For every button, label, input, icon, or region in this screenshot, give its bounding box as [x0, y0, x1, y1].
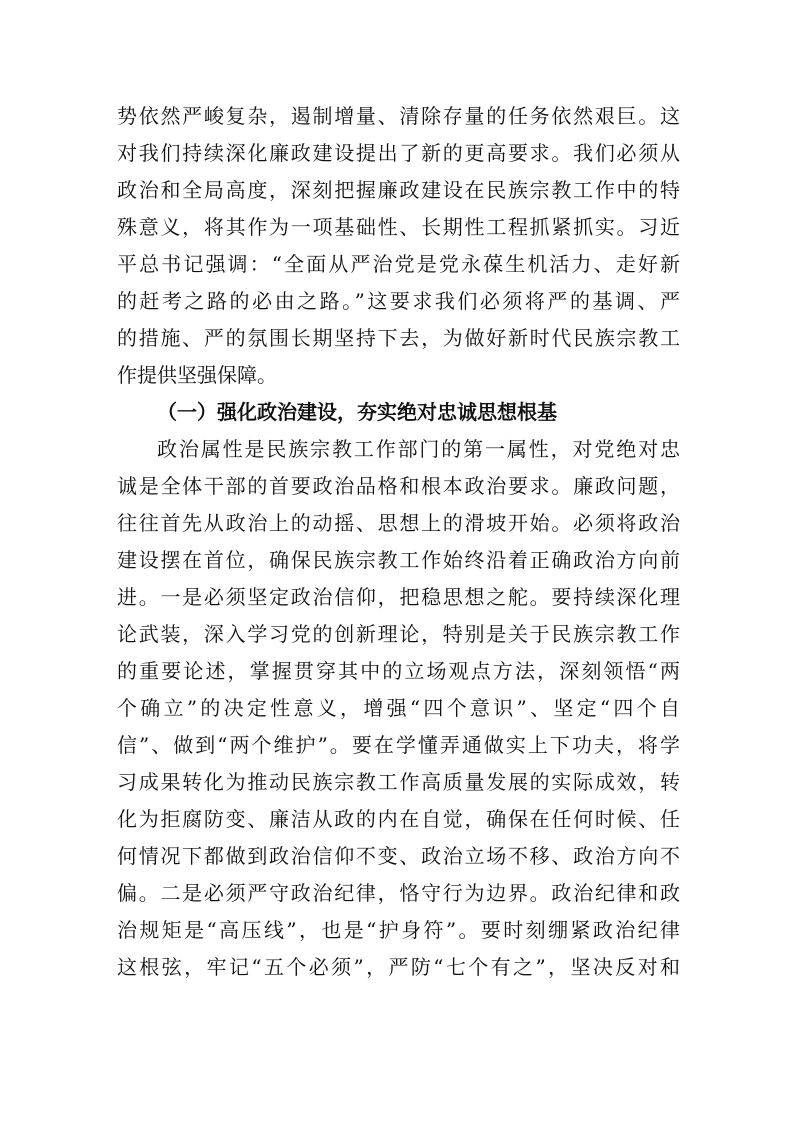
text-line: 势依然严峻复杂，遏制增量、清除存量的任务依然艰巨。这 [117, 104, 680, 128]
text-line: 个确立”的决定性意义，增强“四个意识”、坚定“四个自 [117, 696, 680, 720]
text-line: 政治和全局高度，深刻把握廉政建设在民族宗教工作中的特 [117, 178, 680, 202]
text-line: 殊意义，将其作为一项基础性、长期性工程抓紧抓实。习近 [117, 215, 680, 239]
text-line: 政治属性是民族宗教工作部门的第一属性，对党绝对忠 [157, 437, 680, 461]
text-line: 习成果转化为推动民族宗教工作高质量发展的实际成效，转 [117, 770, 680, 794]
section-heading: （一）强化政治建设，夯实绝对忠诚思想根基 [157, 400, 557, 424]
text-line: 的赶考之路的必由之路。”这要求我们必须将严的基调、严 [117, 289, 680, 313]
text-line: 往往首先从政治上的动摇、思想上的滑坡开始。必须将政治 [117, 511, 680, 535]
text-line: 信”、做到“两个维护”。要在学懂弄通做实上下功夫，将学 [117, 733, 680, 757]
text-line: 对我们持续深化廉政建设提出了新的更高要求。我们必须从 [117, 141, 680, 165]
text-line: 论武装，深入学习党的创新理论，特别是关于民族宗教工作 [117, 622, 680, 646]
text-line: 化为拒腐防变、廉洁从政的内在自觉，确保在任何时候、任 [117, 807, 680, 831]
text-line: 作提供坚强保障。 [117, 363, 277, 387]
paragraph-political-building [117, 431, 680, 986]
text-line: 进。一是必须坚定政治信仰，把稳思想之舵。要持续深化理 [117, 585, 680, 609]
text-line: 诚是全体干部的首要政治品格和根本政治要求。廉政问题， [117, 474, 680, 498]
text-line: 的措施、严的氛围长期坚持下去，为做好新时代民族宗教工 [117, 326, 680, 350]
text-line: 治规矩是“高压线”，也是“护身符”。要时刻绷紧政治纪律 [117, 918, 680, 942]
document-body [117, 98, 680, 986]
text-line: 平总书记强调：“全面从严治党是党永葆生机活力、走好新 [117, 252, 680, 276]
text-line: 偏。二是必须严守政治纪律，恪守行为边界。政治纪律和政 [117, 881, 680, 905]
paragraph-intro [117, 98, 680, 394]
text-line: 建设摆在首位，确保民族宗教工作始终沿着正确政治方向前 [117, 548, 680, 572]
text-line: 的重要论述，掌握贯穿其中的立场观点方法，深刻领悟“两 [117, 659, 680, 683]
text-line: 何情况下都做到政治信仰不变、政治立场不移、政治方向不 [117, 844, 680, 868]
text-line: 这根弦，牢记“五个必须”，严防“七个有之”，坚决反对和 [117, 955, 680, 979]
